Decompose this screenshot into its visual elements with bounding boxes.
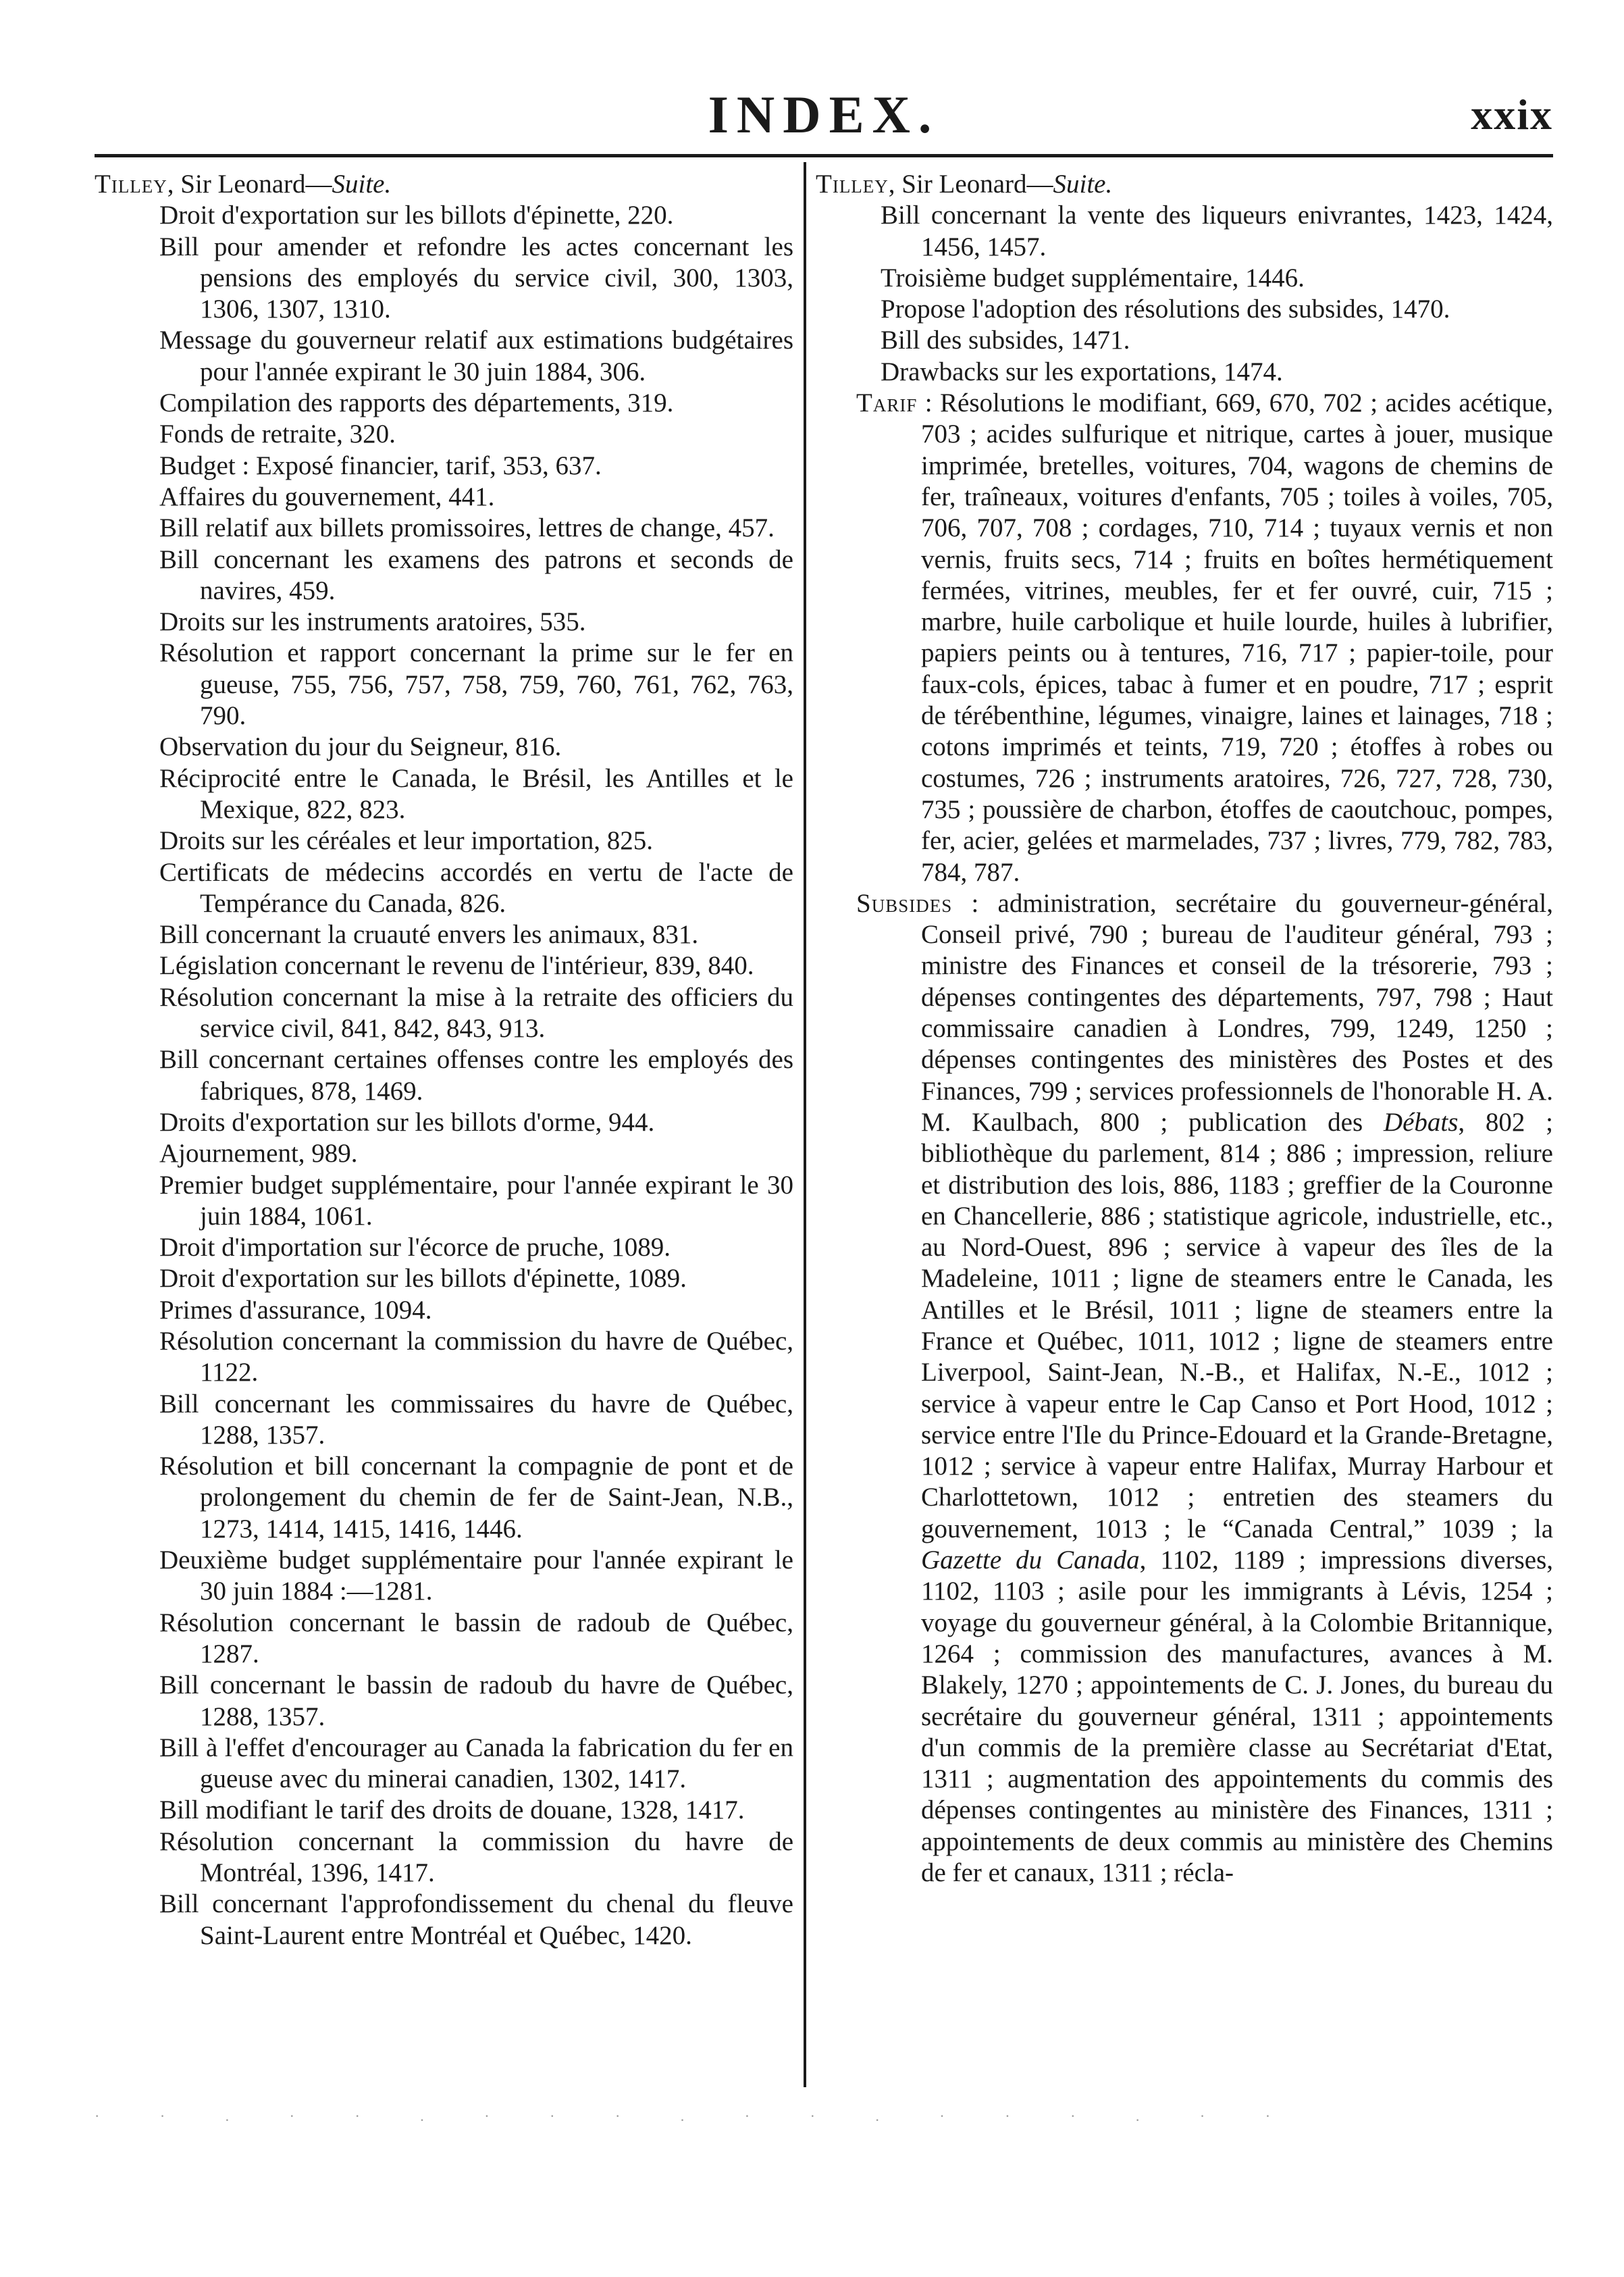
- index-entry: Résolution concernant la commission du havre de Montréal, 1396, 1417.: [159, 1826, 793, 1888]
- index-entry: Budget : Exposé financier, tarif, 353, 637.: [159, 451, 602, 480]
- index-entry: Certificats de médecins accordés en vertu de l'acte de Tempérance du Canada, 826.: [159, 857, 793, 918]
- index-entry: Bill concernant certaines offenses contre les employés des fabriques, 878, 1469.: [159, 1045, 793, 1106]
- topic-italic: Débats: [1383, 1107, 1459, 1137]
- topic-label: Subsides: [856, 888, 953, 918]
- index-entry: Bill concernant l'approfondissement du chenal du fleuve Saint-Laurent entre Montréal et Québec, 1420.: [159, 1889, 793, 1950]
- index-entry: Drawbacks sur les exportations, 1474.: [881, 357, 1283, 386]
- index-entry: Deuxième budget supplémentaire pour l'année expirant le 30 juin 1884 :—1281.: [159, 1545, 793, 1606]
- index-entry: Bill relatif aux billets promissoires, lettres de change, 457.: [159, 513, 775, 543]
- topic-text: , 1102, 1189 ; impressions diverses, 1102, 1103 ; asile pour les immigrants à Lévis, 1254 ; voyage du gouverneur général, à la Colombie Britannique, 1264 ; commission des manufactures, avances à M. Blakely, 1270 ; appointements de C. J. Jones, du bureau du secrétaire du gouverneur général, 1311 ; appointements d'un commis de la première classe au Secrétariat d'Etat, 1311 ; augmentation des appointements du commis des dépenses contingentes au ministère des Finances, 1311 ; appointements de deux commis au ministère des Chemins de fer et canaux, 1311 ; récla-: [921, 1545, 1553, 1888]
- index-entry: Droits sur les instruments aratoires, 535.: [159, 607, 586, 637]
- index-entry: Premier budget supplémentaire, pour l'année expirant le 30 juin 1884, 1061.: [159, 1170, 793, 1231]
- heading-suffix: Suite.: [1053, 170, 1113, 199]
- index-entry: Fonds de retraite, 320.: [159, 419, 396, 449]
- heading-rest: , Sir Leonard—: [167, 170, 332, 199]
- page-header: [95, 81, 1553, 155]
- index-entry: Droit d'exportation sur les billots d'épinette, 220.: [159, 201, 674, 230]
- page-number: xxix: [1471, 91, 1553, 138]
- index-entry: Législation concernant le revenu de l'intérieur, 839, 840.: [159, 951, 754, 981]
- index-entry: Bill concernant les examens des patrons et seconds de navires, 459.: [159, 544, 793, 605]
- index-entry: Bill concernant la vente des liqueurs enivrantes, 1423, 1424, 1456, 1457.: [881, 201, 1553, 261]
- topic-text: , 802 ; bibliothèque du parlement, 814 ; 886 ; impression, reliure et distribution des lois, 886, 1183 ; greffier de la Couronne en Chancellerie, 886 ; statistique agricole, industrielle, etc., au Nord-Ouest, 896 ; service à vapeur des îles de la Madeleine, 1011 ; ligne de steamers entre le Canada, les Antilles et le Brésil, 1011 ; ligne de steamers entre la France et Québec, 1011, 1012 ; ligne de steamers entre Liverpool, Saint-Jean, N.-B., et Halifax, N.-E., 1012 ; service à vapeur entre le Cap Canso et Port Hood, 1012 ; service entre l'Ile du Prince-Edouard et la Grande-Bretagne, 1012 ; service à vapeur entre Halifax, Murray Harbour et Charlottetown, 1012 ; entretien des steamers du gouvernement, 1013 ; le “Canada Central,” 1039 ; la: [921, 1107, 1553, 1543]
- index-entry: Affaires du gouvernement, 441.: [159, 482, 495, 511]
- column-divider: [804, 162, 806, 2087]
- index-entry: Bill concernant la cruauté envers les animaux, 831.: [159, 920, 699, 950]
- left-column: [95, 169, 793, 1951]
- entry-heading: [816, 169, 1553, 200]
- tarif-topic: [816, 388, 1553, 888]
- index-entry: Résolution concernant la commission du havre de Québec, 1122.: [159, 1326, 793, 1387]
- heading-name: Tilley: [816, 170, 889, 199]
- page-specks: · · . · · . · · · . · · . · · · . · ·: [95, 2107, 1299, 2124]
- index-entry: Bill concernant les commissaires du havre de Québec, 1288, 1357.: [159, 1389, 793, 1450]
- index-entry: Droits sur les céréales et leur importation, 825.: [159, 826, 654, 856]
- entry-heading: [95, 169, 793, 200]
- topic-text: : administration, secrétaire du gouverneur-général, Conseil privé, 790 ; bureau de l'auditeur général, 793 ; ministre des Finances et conseil de la trésorerie, 793 ; dépenses contingentes des départements, 797, 798 ; Haut commissaire canadien à Londres, 799, 1249, 1250 ; dépenses contingentes des ministères des Postes et des Finances, 799 ; services professionnels de l'honorable H. A. M. Kaulbach, 800 ; publication des: [921, 888, 1553, 1137]
- index-entry: Bill pour amender et refondre les actes concernant les pensions des employés du service civil, 300, 1303, 1306, 1307, 1310.: [159, 232, 793, 324]
- index-entry: Ajournement, 989.: [159, 1139, 358, 1169]
- index-entry: Droits d'exportation sur les billots d'orme, 944.: [159, 1107, 655, 1137]
- index-entry: Propose l'adoption des résolutions des subsides, 1470.: [881, 295, 1450, 324]
- topic-text: : Résolutions le modifiant, 669, 670, 702 ; acides acétique, 703 ; acides sulfurique et nitrique, cartes à jouer, musique imprimée, bretelles, voitures, 704, wagons de chemins de fer, traîneaux, voitures d'enfants, 705 ; toiles à voiles, 705, 706, 707, 708 ; cordages, 710, 714 ; tuyaux vernis et non vernis, fruits secs, 714 ; fruits en boîtes hermétiquement fermées, vitrines, meubles, fer et fer ouvré, cuir, 715 ; marbre, huile carbolique et huile lourde, huiles à lubrifier, papiers peints ou à tentures, 716, 717 ; papier-toile, pour faux-cols, épices, tabac à fumer et en poudre, 717 ; esprit de térébenthine, légumes, vinaigre, laines et lainages, 718 ; cotons imprimés et teints, 719, 720 ; étoffes à robes ou costumes, 726 ; instruments aratoires, 726, 727, 728, 730, 735 ; poussière de charbon, étoffes de caoutchouc, pompes, fer, acier, gelées et marmelades, 737 ; livres, 779, 782, 783, 784, 787.: [917, 388, 1553, 887]
- index-entry: Observation du jour du Seigneur, 816.: [159, 732, 562, 762]
- subsides-topic: [816, 888, 1553, 1889]
- index-entry: Bill à l'effet d'encourager au Canada la fabrication du fer en gueuse avec du minerai canadien, 1302, 1417.: [159, 1733, 793, 1794]
- page-title: INDEX.: [708, 85, 940, 144]
- heading-name: Tilley: [95, 170, 167, 199]
- index-entry: Résolution et rapport concernant la prime sur le fer en gueuse, 755, 756, 757, 758, 759, 760, 761, 762, 763, 790.: [159, 638, 793, 731]
- index-entry: Résolution concernant le bassin de radoub de Québec, 1287.: [159, 1608, 793, 1668]
- left-entry-list: [95, 200, 793, 1951]
- topic-label: Tarif: [856, 388, 918, 418]
- header-rule: [95, 154, 1553, 157]
- right-entry-list: [816, 200, 1553, 388]
- index-entry: Bill concernant le bassin de radoub du havre de Québec, 1288, 1357.: [159, 1670, 793, 1731]
- index-entry: Résolution concernant la mise à la retraite des officiers du service civil, 841, 842, 843, 913.: [159, 982, 793, 1044]
- index-entry: Troisième budget supplémentaire, 1446.: [881, 263, 1305, 292]
- index-entry: Droit d'importation sur l'écorce de pruche, 1089.: [159, 1233, 671, 1262]
- index-entry: Bill modifiant le tarif des droits de douane, 1328, 1417.: [159, 1795, 745, 1825]
- heading-suffix: Suite.: [332, 170, 392, 199]
- index-entry: Droit d'exportation sur les billots d'épinette, 1089.: [159, 1264, 687, 1294]
- index-entry: Primes d'assurance, 1094.: [159, 1295, 432, 1325]
- index-entry: Résolution et bill concernant la compagnie de pont et de prolongement du chemin de fer de Saint-Jean, N.B., 1273, 1414, 1415, 1416, 1446.: [159, 1452, 793, 1543]
- right-column: [816, 169, 1553, 1889]
- index-entry: Réciprocité entre le Canada, le Brésil, les Antilles et le Mexique, 822, 823.: [159, 763, 793, 824]
- index-entry: Compilation des rapports des départements, 319.: [159, 388, 674, 418]
- topic-italic: Gazette du Canada: [921, 1545, 1140, 1575]
- heading-rest: , Sir Leonard—: [888, 170, 1053, 199]
- index-entry: Bill des subsides, 1471.: [881, 326, 1130, 355]
- index-entry: Message du gouverneur relatif aux estimations budgétaires pour l'année expirant le 30 juin 1884, 306.: [159, 326, 793, 386]
